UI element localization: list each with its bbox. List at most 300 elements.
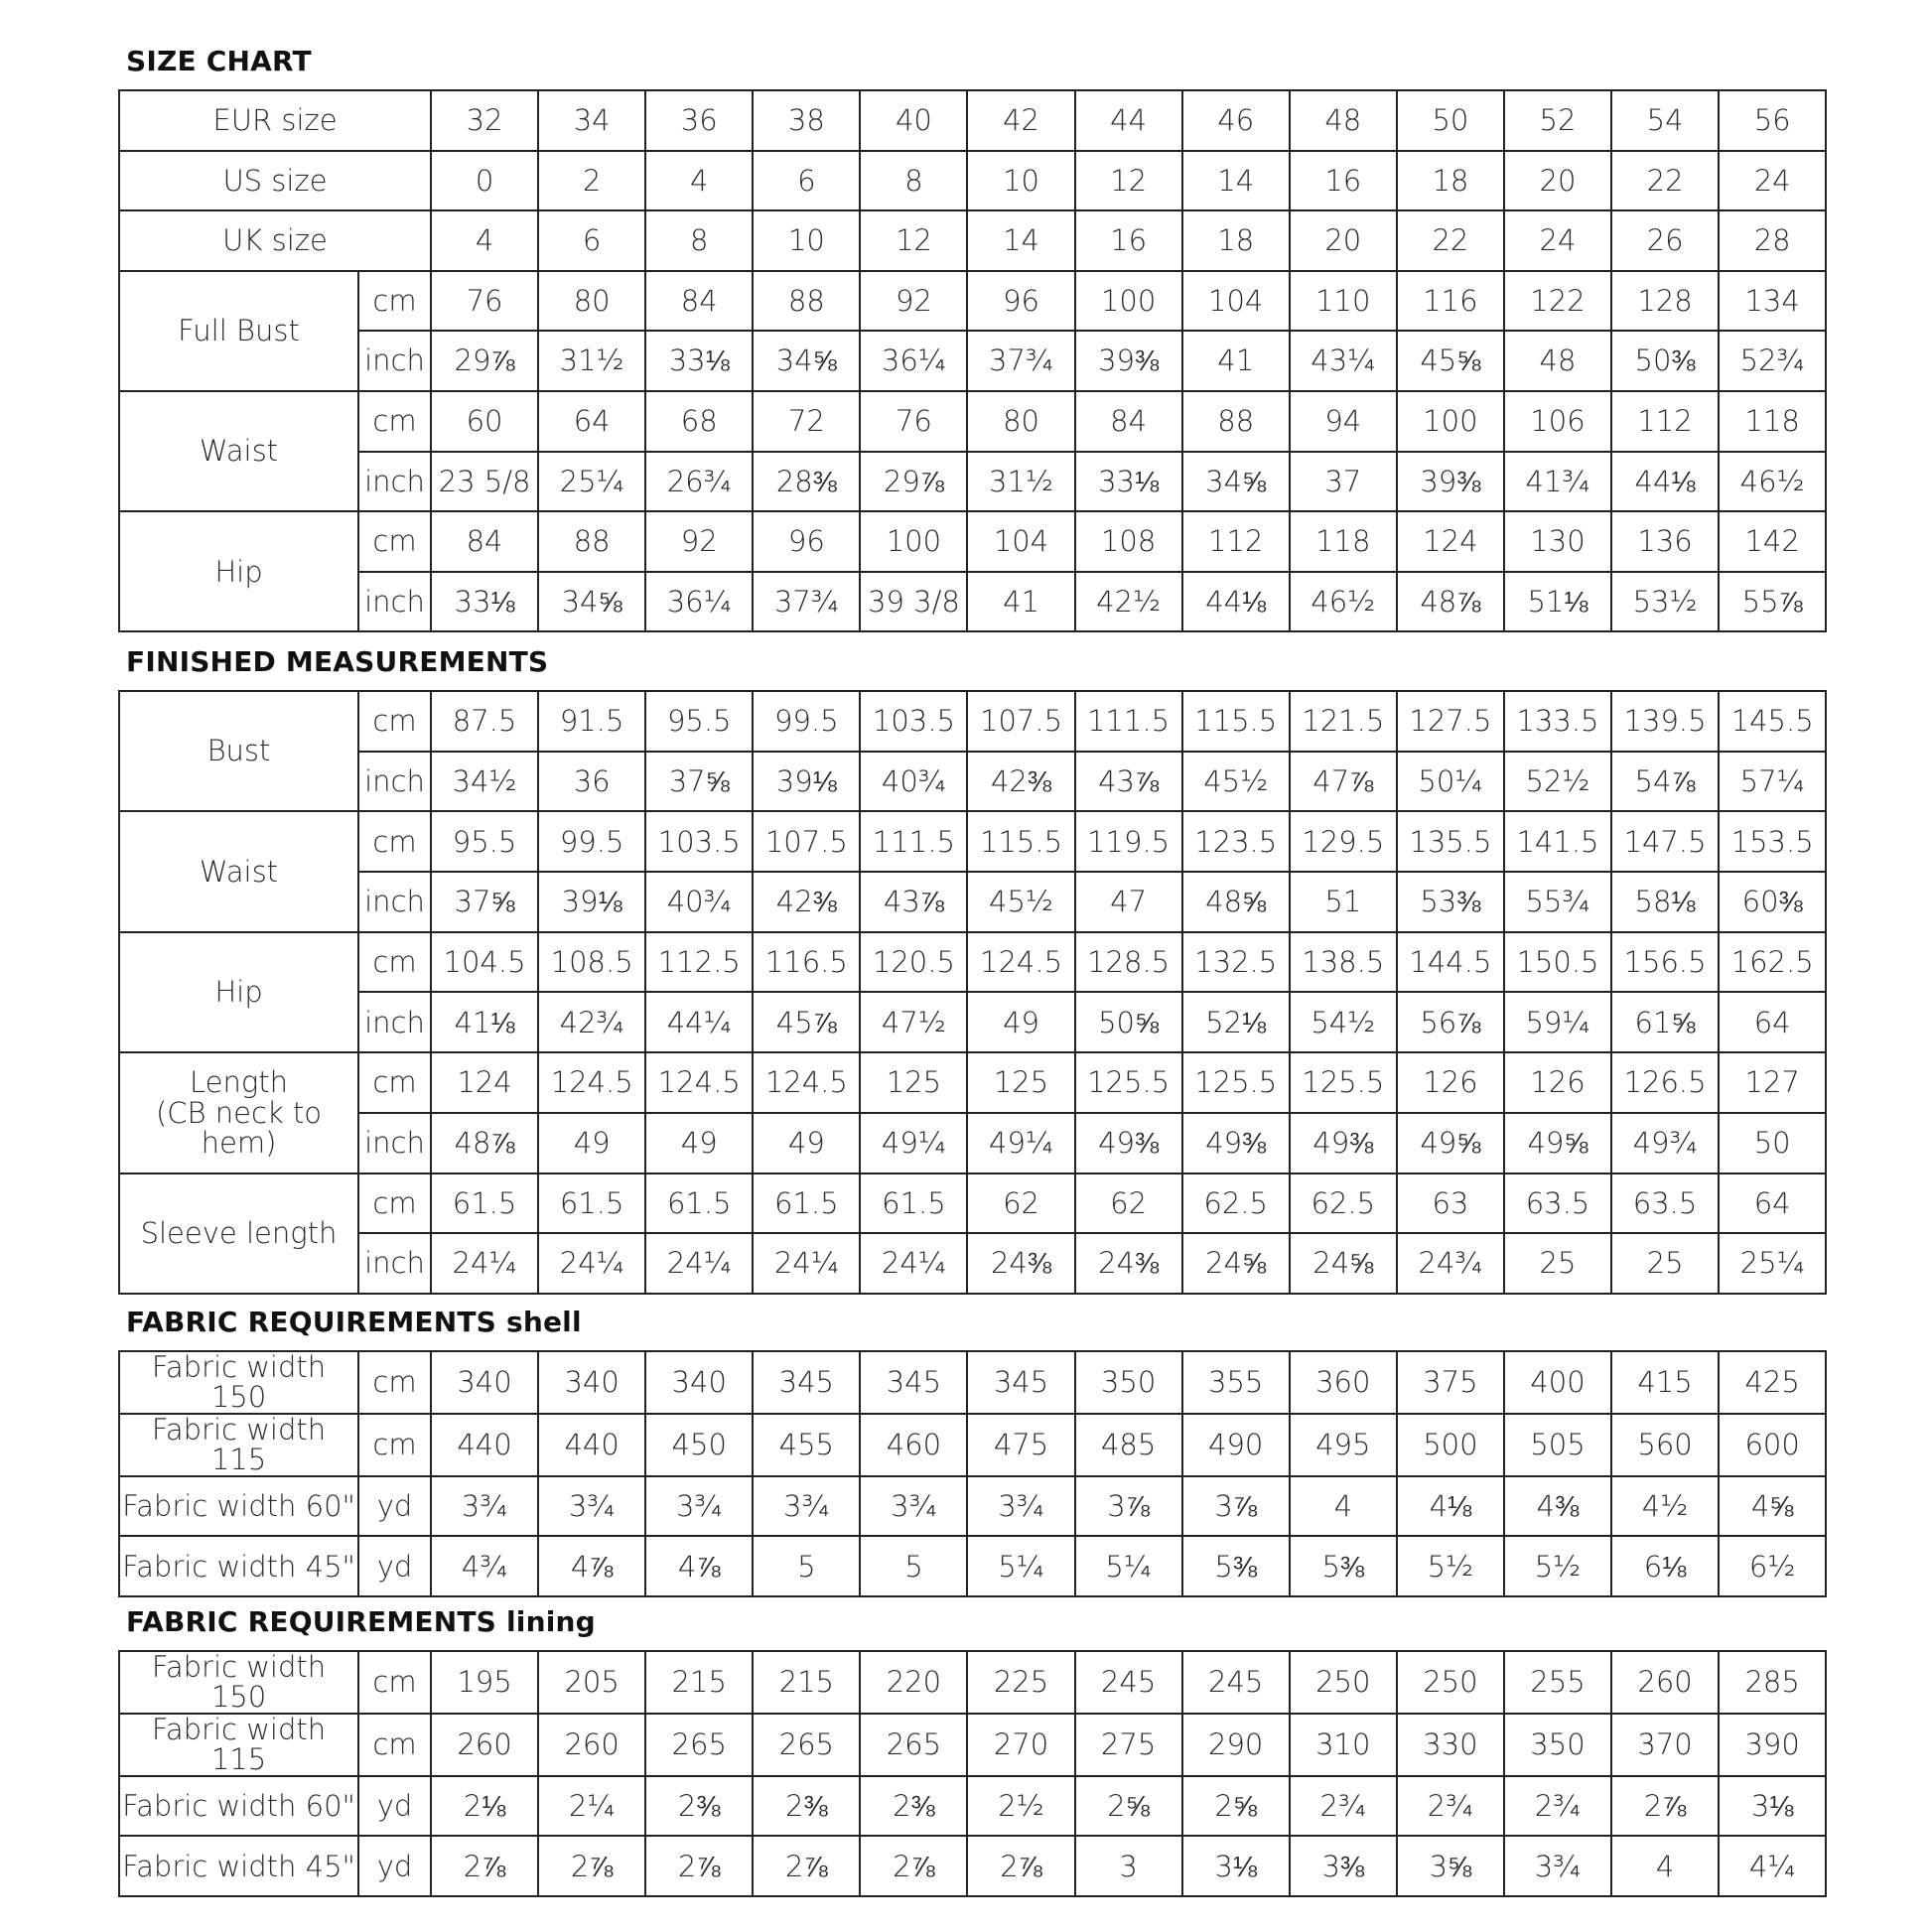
value-cell: 205 (538, 1651, 645, 1714)
value-cell: 54½ (1290, 992, 1397, 1052)
value-cell: 118 (1290, 511, 1397, 572)
row-label: Fabric width 150 (119, 1351, 358, 1414)
value-cell: 50¼ (1397, 752, 1504, 812)
value-cell: 440 (538, 1414, 645, 1476)
unit-label: cm (358, 811, 431, 872)
value-cell: 52 (1504, 90, 1611, 151)
value-cell: 48 (1290, 90, 1397, 151)
value-cell: 60⅜ (1719, 872, 1826, 932)
value-cell: 22 (1397, 210, 1504, 271)
value-cell: 94 (1290, 391, 1397, 452)
value-cell: 4 (1290, 1476, 1397, 1537)
row-label: Hip (119, 511, 358, 631)
value-cell: 195 (431, 1651, 538, 1714)
value-cell: 31½ (538, 331, 645, 391)
table-row (119, 1414, 1826, 1476)
value-cell: 32 (431, 90, 538, 151)
value-cell: 245 (1182, 1651, 1290, 1714)
value-cell: 600 (1719, 1414, 1826, 1476)
value-cell: 3⅞ (1182, 1476, 1290, 1537)
value-cell: 53½ (1611, 572, 1719, 632)
value-cell: 112.5 (645, 932, 753, 993)
value-cell: 23 5/8 (431, 452, 538, 512)
value-cell: 3⅛ (1182, 1836, 1290, 1896)
value-cell: 41⅛ (431, 992, 538, 1052)
value-cell: 144.5 (1397, 932, 1504, 993)
value-cell: 3 (1075, 1836, 1182, 1896)
table-row (119, 1776, 1826, 1837)
value-cell: 25¼ (1719, 1233, 1826, 1294)
value-cell: 340 (431, 1351, 538, 1414)
row-label: Sleeve length (119, 1173, 358, 1294)
value-cell: 43⅞ (860, 872, 967, 932)
value-cell: 129.5 (1290, 811, 1397, 872)
value-cell: 38 (753, 90, 860, 151)
value-cell: 36¼ (860, 331, 967, 391)
value-cell: 2⅝ (1182, 1776, 1290, 1837)
value-cell: 52⅛ (1182, 992, 1290, 1052)
value-cell: 26¾ (645, 452, 753, 512)
value-cell: 460 (860, 1414, 967, 1476)
unit-label: yd (358, 1476, 431, 1537)
value-cell: 88 (538, 511, 645, 572)
value-cell: 215 (645, 1651, 753, 1714)
value-cell: 92 (860, 271, 967, 332)
value-cell: 139.5 (1611, 691, 1719, 752)
value-cell: 355 (1182, 1351, 1290, 1414)
value-cell: 350 (1075, 1351, 1182, 1414)
value-cell: 40¾ (645, 872, 753, 932)
value-cell: 104 (1182, 271, 1290, 332)
value-cell: 37 (1290, 452, 1397, 512)
value-cell: 45⅝ (1397, 331, 1504, 391)
value-cell: 119.5 (1075, 811, 1182, 872)
value-cell: 99.5 (753, 691, 860, 752)
table-row (119, 872, 1826, 932)
value-cell: 255 (1504, 1651, 1611, 1714)
value-cell: 45⅞ (753, 992, 860, 1052)
value-cell: 0 (431, 151, 538, 211)
value-cell: 265 (645, 1714, 753, 1776)
value-cell: 43⅞ (1075, 752, 1182, 812)
value-cell: 72 (753, 391, 860, 452)
table-row (119, 452, 1826, 512)
table-row (119, 811, 1826, 872)
value-cell: 64 (1719, 1173, 1826, 1234)
value-cell: 62.5 (1182, 1173, 1290, 1234)
value-cell: 24⅝ (1182, 1233, 1290, 1294)
value-cell: 330 (1397, 1714, 1504, 1776)
row-label: EUR size (119, 90, 431, 151)
value-cell: 56 (1719, 90, 1826, 151)
value-cell: 24¼ (860, 1233, 967, 1294)
value-cell: 475 (967, 1414, 1074, 1476)
value-cell: 64 (1719, 992, 1826, 1052)
value-cell: 3⅝ (1397, 1836, 1504, 1896)
unit-label: cm (358, 932, 431, 993)
value-cell: 10 (967, 151, 1074, 211)
value-cell: 275 (1075, 1714, 1182, 1776)
value-cell: 76 (431, 271, 538, 332)
value-cell: 110 (1290, 271, 1397, 332)
value-cell: 118 (1719, 391, 1826, 452)
table-row (119, 90, 1826, 151)
value-cell: 100 (1397, 391, 1504, 452)
row-label: Length (CB neck to hem) (119, 1052, 358, 1173)
value-cell: 400 (1504, 1351, 1611, 1414)
value-cell: 68 (645, 391, 753, 452)
unit-label: cm (358, 1052, 431, 1113)
value-cell: 560 (1611, 1414, 1719, 1476)
value-cell: 5¼ (967, 1536, 1074, 1596)
value-cell: 40 (860, 90, 967, 151)
value-cell: 49¼ (967, 1113, 1074, 1173)
value-cell: 44¼ (645, 992, 753, 1052)
value-cell: 4 (431, 210, 538, 271)
value-cell: 107.5 (753, 811, 860, 872)
value-cell: 49¾ (1611, 1113, 1719, 1173)
value-cell: 345 (967, 1351, 1074, 1414)
unit-label: cm (358, 1173, 431, 1234)
value-cell: 25 (1611, 1233, 1719, 1294)
value-cell: 265 (753, 1714, 860, 1776)
value-cell: 80 (538, 271, 645, 332)
value-cell: 37¾ (753, 572, 860, 632)
value-cell: 10 (753, 210, 860, 271)
table-row (119, 1536, 1826, 1596)
value-cell: 52½ (1504, 752, 1611, 812)
value-cell: 6 (538, 210, 645, 271)
table-row (119, 1651, 1826, 1714)
value-cell: 121.5 (1290, 691, 1397, 752)
value-cell: 18 (1182, 210, 1290, 271)
table-row (119, 151, 1826, 211)
value-cell: 76 (860, 391, 967, 452)
table-row (119, 210, 1826, 271)
value-cell: 162.5 (1719, 932, 1826, 993)
value-cell: 28 (1719, 210, 1826, 271)
value-cell: 29⅞ (860, 452, 967, 512)
value-cell: 260 (538, 1714, 645, 1776)
value-cell: 62 (967, 1173, 1074, 1234)
value-cell: 12 (1075, 151, 1182, 211)
value-cell: 25¼ (538, 452, 645, 512)
value-cell: 39⅛ (753, 752, 860, 812)
value-cell: 49⅜ (1290, 1113, 1397, 1173)
value-cell: 39 3/8 (860, 572, 967, 632)
value-cell: 24¼ (538, 1233, 645, 1294)
value-cell: 153.5 (1719, 811, 1826, 872)
unit-label: inch (358, 992, 431, 1052)
value-cell: 96 (967, 271, 1074, 332)
value-cell: 34½ (431, 752, 538, 812)
value-cell: 450 (645, 1414, 753, 1476)
row-label: UK size (119, 210, 431, 271)
value-cell: 80 (967, 391, 1074, 452)
value-cell: 8 (860, 151, 967, 211)
value-cell: 4⅝ (1719, 1476, 1826, 1537)
value-cell: 6⅛ (1611, 1536, 1719, 1596)
value-cell: 260 (1611, 1651, 1719, 1714)
value-cell: 52¾ (1719, 331, 1826, 391)
value-cell: 47½ (860, 992, 967, 1052)
value-cell: 2⅜ (860, 1776, 967, 1837)
value-cell: 106 (1504, 391, 1611, 452)
value-cell: 285 (1719, 1651, 1826, 1714)
value-cell: 50 (1397, 90, 1504, 151)
value-cell: 107.5 (967, 691, 1074, 752)
table-row (119, 1233, 1826, 1294)
value-cell: 49¼ (860, 1113, 967, 1173)
value-cell: 28⅜ (753, 452, 860, 512)
row-label: Waist (119, 391, 358, 511)
value-cell: 46 (1182, 90, 1290, 151)
value-cell: 145.5 (1719, 691, 1826, 752)
value-cell: 126 (1504, 1052, 1611, 1113)
value-cell: 142 (1719, 511, 1826, 572)
size-chart-table (118, 89, 1827, 632)
unit-label: cm (358, 391, 431, 452)
value-cell: 8 (645, 210, 753, 271)
value-cell: 44 (1075, 90, 1182, 151)
value-cell: 2¼ (538, 1776, 645, 1837)
value-cell: 5¼ (1075, 1536, 1182, 1596)
unit-label: yd (358, 1536, 431, 1596)
row-label: Fabric width 45" (119, 1836, 358, 1896)
unit-label: inch (358, 452, 431, 512)
value-cell: 46½ (1290, 572, 1397, 632)
value-cell: 425 (1719, 1351, 1826, 1414)
value-cell: 2⅝ (1075, 1776, 1182, 1837)
value-cell: 3¾ (645, 1476, 753, 1537)
unit-label: inch (358, 572, 431, 632)
value-cell: 49 (967, 992, 1074, 1052)
value-cell: 126 (1397, 1052, 1504, 1113)
value-cell: 44⅛ (1182, 572, 1290, 632)
value-cell: 50⅜ (1611, 331, 1719, 391)
value-cell: 42¾ (538, 992, 645, 1052)
value-cell: 290 (1182, 1714, 1290, 1776)
unit-label: cm (358, 271, 431, 332)
value-cell: 4 (645, 151, 753, 211)
value-cell: 4 (1611, 1836, 1719, 1896)
value-cell: 4⅞ (538, 1536, 645, 1596)
value-cell: 37¾ (967, 331, 1074, 391)
value-cell: 24⅜ (1075, 1233, 1182, 1294)
value-cell: 126.5 (1611, 1052, 1719, 1113)
value-cell: 49⅝ (1504, 1113, 1611, 1173)
value-cell: 134 (1719, 271, 1826, 332)
value-cell: 41 (967, 572, 1074, 632)
row-label: Bust (119, 691, 358, 811)
value-cell: 61.5 (431, 1173, 538, 1234)
value-cell: 127.5 (1397, 691, 1504, 752)
value-cell: 103.5 (645, 811, 753, 872)
value-cell: 4¾ (431, 1536, 538, 1596)
value-cell: 260 (431, 1714, 538, 1776)
value-cell: 48⅞ (1397, 572, 1504, 632)
value-cell: 141.5 (1504, 811, 1611, 872)
value-cell: 24 (1504, 210, 1611, 271)
value-cell: 37⅝ (431, 872, 538, 932)
value-cell: 47⅞ (1290, 752, 1397, 812)
value-cell: 5⅜ (1182, 1536, 1290, 1596)
value-cell: 2¾ (1504, 1776, 1611, 1837)
value-cell: 61.5 (538, 1173, 645, 1234)
value-cell: 138.5 (1290, 932, 1397, 993)
value-cell: 88 (753, 271, 860, 332)
value-cell: 108 (1075, 511, 1182, 572)
value-cell: 39⅜ (1397, 452, 1504, 512)
value-cell: 375 (1397, 1351, 1504, 1414)
value-cell: 115.5 (967, 811, 1074, 872)
value-cell: 24¼ (753, 1233, 860, 1294)
value-cell: 24⅜ (967, 1233, 1074, 1294)
value-cell: 120.5 (860, 932, 967, 993)
value-cell: 2⅜ (645, 1776, 753, 1837)
value-cell: 25 (1504, 1233, 1611, 1294)
value-cell: 103.5 (860, 691, 967, 752)
value-cell: 128 (1611, 271, 1719, 332)
value-cell: 49⅜ (1182, 1113, 1290, 1173)
value-cell: 63.5 (1504, 1173, 1611, 1234)
value-cell: 43¼ (1290, 331, 1397, 391)
value-cell: 127 (1719, 1052, 1826, 1113)
value-cell: 51 (1290, 872, 1397, 932)
value-cell: 125 (967, 1052, 1074, 1113)
value-cell: 63.5 (1611, 1173, 1719, 1234)
value-cell: 91.5 (538, 691, 645, 752)
unit-label: yd (358, 1776, 431, 1837)
fabric-shell-table (118, 1350, 1827, 1597)
table-row (119, 1836, 1826, 1896)
row-label: Waist (119, 811, 358, 931)
value-cell: 5½ (1397, 1536, 1504, 1596)
table-row (119, 1714, 1826, 1776)
value-cell: 36¼ (645, 572, 753, 632)
value-cell: 14 (967, 210, 1074, 271)
value-cell: 33⅛ (431, 572, 538, 632)
value-cell: 29⅞ (431, 331, 538, 391)
value-cell: 33⅛ (645, 331, 753, 391)
value-cell: 48⅝ (1182, 872, 1290, 932)
value-cell: 34⅝ (1182, 452, 1290, 512)
value-cell: 5 (753, 1536, 860, 1596)
value-cell: 24¼ (645, 1233, 753, 1294)
value-cell: 415 (1611, 1351, 1719, 1414)
value-cell: 100 (1075, 271, 1182, 332)
value-cell: 345 (860, 1351, 967, 1414)
unit-label: inch (358, 1233, 431, 1294)
value-cell: 34⅝ (753, 331, 860, 391)
value-cell: 46½ (1719, 452, 1826, 512)
section-title-size-chart: SIZE CHART (126, 45, 312, 77)
value-cell: 41 (1182, 331, 1290, 391)
unit-label: inch (358, 1113, 431, 1173)
unit-label: inch (358, 872, 431, 932)
value-cell: 34 (538, 90, 645, 151)
value-cell: 123.5 (1182, 811, 1290, 872)
value-cell: 95.5 (645, 691, 753, 752)
value-cell: 59¼ (1504, 992, 1611, 1052)
value-cell: 62.5 (1290, 1173, 1397, 1234)
value-cell: 500 (1397, 1414, 1504, 1476)
table-row (119, 391, 1826, 452)
value-cell: 24¼ (431, 1233, 538, 1294)
value-cell: 42½ (1075, 572, 1182, 632)
value-cell: 122 (1504, 271, 1611, 332)
value-cell: 3⅛ (1719, 1776, 1826, 1837)
unit-label: cm (358, 511, 431, 572)
value-cell: 50 (1719, 1113, 1826, 1173)
value-cell: 3¾ (967, 1476, 1074, 1537)
finished-measurements-table (118, 690, 1827, 1295)
value-cell: 57¼ (1719, 752, 1826, 812)
value-cell: 360 (1290, 1351, 1397, 1414)
row-label: Fabric width 45" (119, 1536, 358, 1596)
fabric-lining-table (118, 1650, 1827, 1897)
value-cell: 495 (1290, 1414, 1397, 1476)
value-cell: 40¾ (860, 752, 967, 812)
unit-label: cm (358, 691, 431, 752)
value-cell: 31½ (967, 452, 1074, 512)
value-cell: 3¾ (1504, 1836, 1611, 1896)
section-title-finished-measurements: FINISHED MEASUREMENTS (126, 645, 549, 678)
table-row (119, 1476, 1826, 1537)
value-cell: 41¾ (1504, 452, 1611, 512)
table-row (119, 1113, 1826, 1173)
value-cell: 245 (1075, 1651, 1182, 1714)
value-cell: 124 (1397, 511, 1504, 572)
value-cell: 2 (538, 151, 645, 211)
value-cell: 50⅝ (1075, 992, 1182, 1052)
value-cell: 42 (967, 90, 1074, 151)
value-cell: 124.5 (645, 1052, 753, 1113)
value-cell: 45½ (967, 872, 1074, 932)
value-cell: 62 (1075, 1173, 1182, 1234)
value-cell: 345 (753, 1351, 860, 1414)
value-cell: 3⅜ (1290, 1836, 1397, 1896)
value-cell: 4¼ (1719, 1836, 1826, 1896)
value-cell: 24⅝ (1290, 1233, 1397, 1294)
value-cell: 64 (538, 391, 645, 452)
value-cell: 88 (1182, 391, 1290, 452)
value-cell: 49⅝ (1397, 1113, 1504, 1173)
value-cell: 2⅞ (753, 1836, 860, 1896)
table-row (119, 1052, 1826, 1113)
value-cell: 54 (1611, 90, 1719, 151)
value-cell: 2½ (967, 1776, 1074, 1837)
value-cell: 3¾ (431, 1476, 538, 1537)
section-title-fabric-lining: FABRIC REQUIREMENTS lining (126, 1605, 596, 1638)
value-cell: 108.5 (538, 932, 645, 993)
value-cell: 42⅜ (753, 872, 860, 932)
unit-label: inch (358, 331, 431, 391)
value-cell: 5½ (1504, 1536, 1611, 1596)
value-cell: 92 (645, 511, 753, 572)
table-row (119, 691, 1826, 752)
value-cell: 116.5 (753, 932, 860, 993)
value-cell: 340 (645, 1351, 753, 1414)
value-cell: 24 (1719, 151, 1826, 211)
value-cell: 490 (1182, 1414, 1290, 1476)
value-cell: 104.5 (431, 932, 538, 993)
value-cell: 33⅛ (1075, 452, 1182, 512)
value-cell: 48 (1504, 331, 1611, 391)
value-cell: 45½ (1182, 752, 1290, 812)
value-cell: 36 (645, 90, 753, 151)
value-cell: 47 (1075, 872, 1182, 932)
